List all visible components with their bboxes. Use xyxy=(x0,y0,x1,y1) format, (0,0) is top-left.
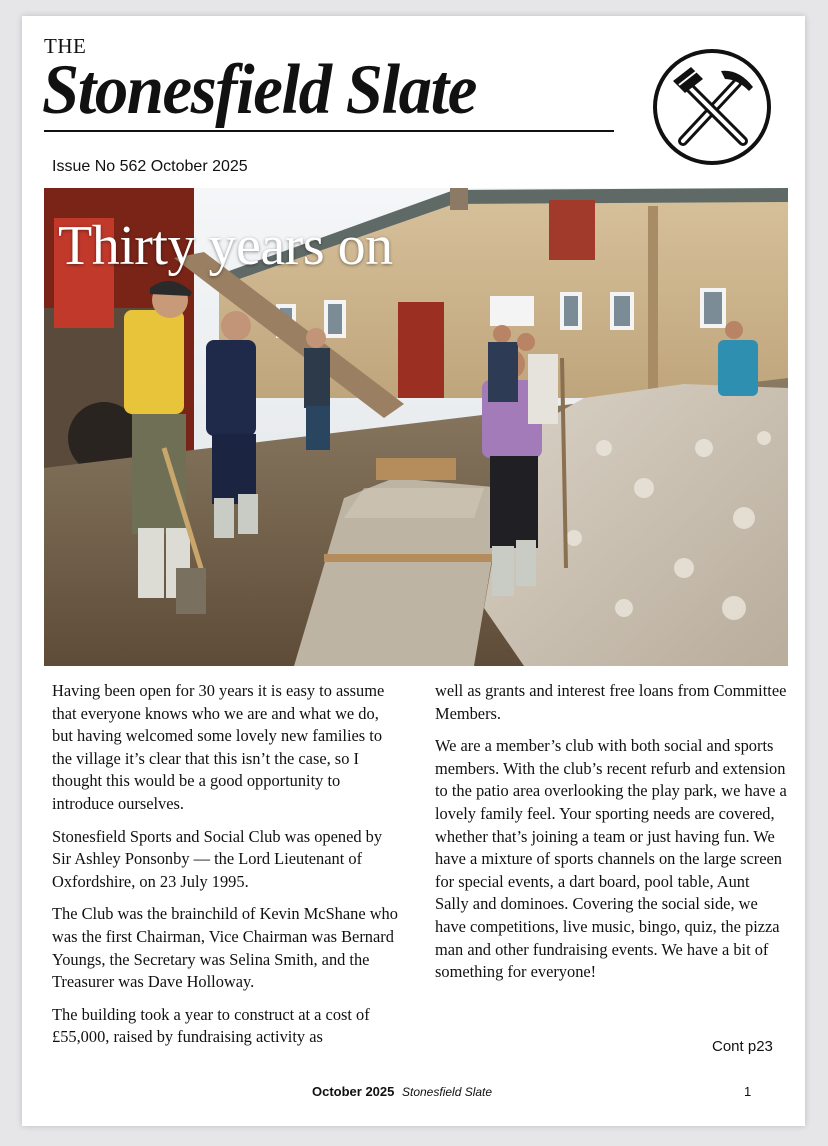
article-paragraph: The Club was the brainchild of Kevin McShane who was the first Chairman, Vice Chairman was Bernard Youngs, the Secretary was Selina Smith, and the Treasurer was Dave Holloway. xyxy=(52,904,398,992)
footer-publication: Stonesfield Slate xyxy=(402,1085,493,1099)
article-paragraph: The building took a year to construct at a cost of £55,000, raised by fundraising activity as xyxy=(52,1004,370,1047)
page-number: 1 xyxy=(744,1084,752,1099)
masthead-title: Stonesfield Slate xyxy=(42,51,476,129)
footer-date: October 2025 xyxy=(312,1084,395,1099)
masthead-the: THE xyxy=(44,34,87,58)
page-footer xyxy=(312,1084,492,1099)
feature-headline: Thirty years on xyxy=(58,215,393,277)
article-paragraph: Having been open for 30 years it is easy to assume that everyone knows who we are and what we do, but having welcomed some lovely new families to the village it’s clear that this isn’t the case, so I thought this would be a good opportunity to introduce ourselves. xyxy=(52,681,385,813)
article-paragraph: We are a member’s club with both social and sports members. With the club’s recent refurb and extension to the patio area overlooking the play park, we have a lovely family feel. Your sporting needs are covered, whether that’s joining a team or just having fun. We have a mixture of sports channels on the large screen for special events, a dart board, pool table, Aunt Sally and dominoes. Covering the social side, we have competitions, live music, bingo, quiz, the pizza man and other fundraising events. We have a bit of something for everyone! xyxy=(435,736,787,982)
article-column-left xyxy=(52,680,402,1059)
article-paragraph: Stonesfield Sports and Social Club was opened by Sir Ashley Ponsonby — the Lord Lieutenant of Oxfordshire, on 23 July 1995. xyxy=(52,826,383,891)
masthead-underline xyxy=(44,130,614,132)
crossed-hammer-and-pick-icon xyxy=(651,47,773,167)
article-column-right xyxy=(435,680,787,994)
newsletter-page xyxy=(22,16,805,1126)
feature-photo xyxy=(44,188,788,666)
issue-line: Issue No 562 October 2025 xyxy=(52,158,248,175)
article-paragraph: well as grants and interest free loans from Committee Members. xyxy=(435,681,787,723)
continued-note: Cont p23 xyxy=(712,1038,773,1055)
